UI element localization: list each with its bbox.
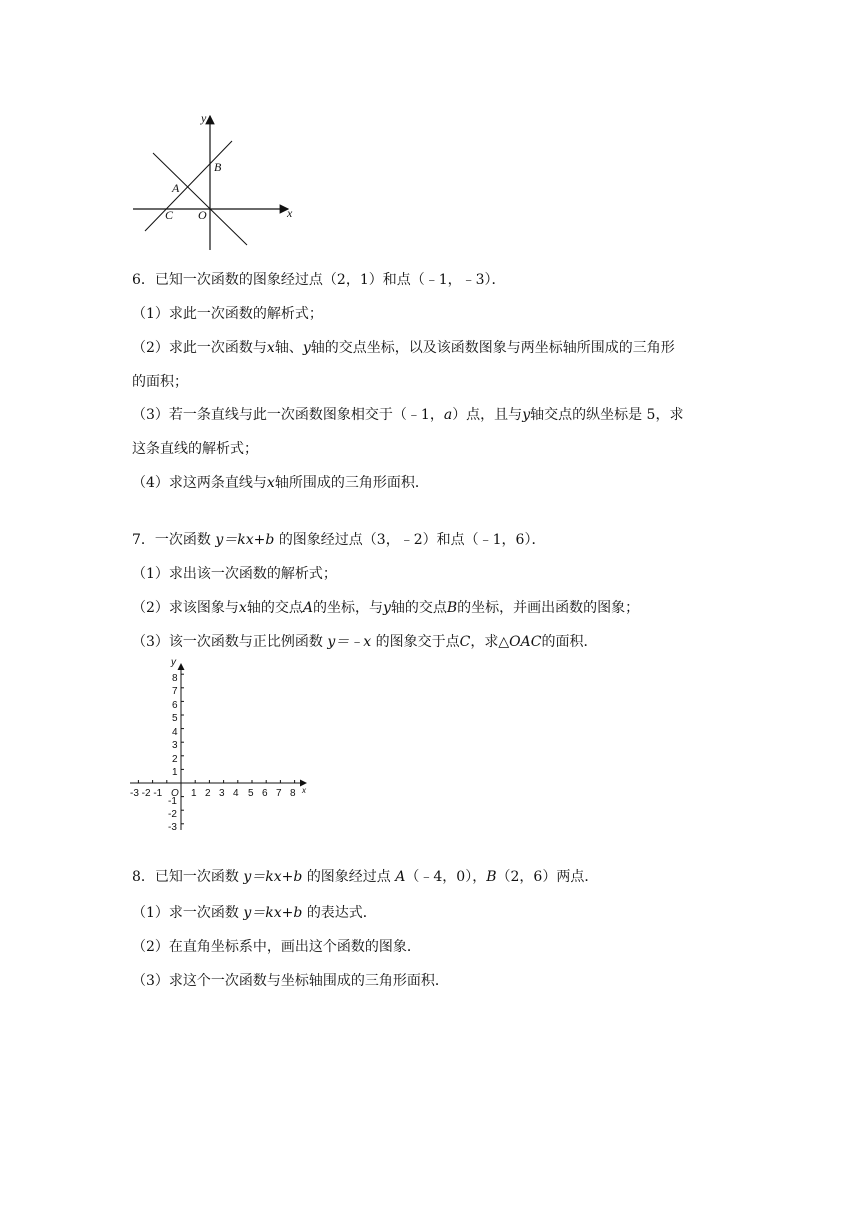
- q6-part3-cont: 这条直线的解析式；: [132, 441, 258, 457]
- grid-y-tick-1: 1: [172, 767, 178, 778]
- q7-part1: （1）求出该一次函数的解析式；: [132, 566, 337, 582]
- grid-y-label: y: [171, 657, 176, 668]
- q6-part1: （1）求此一次函数的解析式；: [132, 306, 323, 322]
- q8-part3: （3）求这个一次函数与坐标轴围成的三角形面积．: [132, 973, 449, 989]
- q6-part3: （3）若一条直线与此一次函数图象相交于（﹣1，a）点，且与y轴交点的纵坐标是 5，求: [132, 407, 684, 423]
- grid-x-tick-6: 6: [262, 788, 268, 799]
- grid-x-ticks-negative: -3 -2 -1: [130, 788, 163, 799]
- grid-x-tick-2: 2: [205, 788, 211, 799]
- fig1-point-c: C: [165, 208, 174, 222]
- grid-y-tick-7: 7: [172, 686, 178, 697]
- grid-y-tick-neg3: -3: [168, 822, 177, 833]
- grid-y-tick-3: 3: [172, 740, 178, 751]
- grid-y-tick-8: 8: [172, 673, 178, 684]
- fig1-y-label: y: [201, 111, 207, 125]
- grid-y-tick-neg1: -1: [168, 796, 177, 807]
- q7-part3: （3）该一次函数与正比例函数 y＝﹣x 的图象交于点C，求△OAC的面积．: [132, 634, 598, 650]
- fig1-x-label: x: [287, 206, 293, 220]
- q7-stem: 7．一次函数 y＝kx+b 的图象经过点（3，﹣2）和点（﹣1，6）．: [132, 532, 546, 548]
- grid-y-tick-4: 4: [172, 727, 178, 738]
- q6-part2-cont: 的面积；: [132, 374, 188, 390]
- grid-y-tick-6: 6: [172, 700, 178, 711]
- fig1-point-b: B: [214, 160, 222, 174]
- q6-part2: （2）求此一次函数与x轴、y轴的交点坐标，以及该函数图象与两坐标轴所围成的三角形: [132, 340, 675, 356]
- grid-x-tick-5: 5: [248, 788, 254, 799]
- q6-part4: （4）求这两条直线与x轴所围成的三角形面积．: [132, 475, 429, 491]
- q8-part2: （2）在直角坐标系中，画出这个函数的图象．: [132, 939, 421, 955]
- grid-x-tick-4: 4: [233, 788, 239, 799]
- q8-part1: （1）求一次函数 y＝kx+b 的表达式．: [132, 905, 377, 921]
- grid-x-tick-7: 7: [276, 788, 282, 799]
- q7-part2: （2）求该图象与x轴的交点A的坐标，与y轴的交点B的坐标，并画出函数的图象；: [132, 600, 640, 616]
- grid-x-tick-8: 8: [290, 788, 296, 799]
- grid-x-tick-1: 1: [191, 788, 197, 799]
- fig1-point-a: A: [172, 181, 180, 195]
- grid-origin-label: O: [171, 788, 179, 799]
- grid-x-tick-3: 3: [219, 788, 225, 799]
- grid-x-label: x: [302, 786, 306, 795]
- grid-y-tick-neg2: -2: [168, 809, 177, 820]
- q8-stem: 8．已知一次函数 y＝kx+b 的图象经过点 A（﹣4，0），B（2，6）两点．: [132, 869, 599, 885]
- grid-y-tick-5: 5: [172, 713, 178, 724]
- fig1-point-o: O: [198, 208, 207, 222]
- q6-stem: 6．已知一次函数的图象经过点（2，1）和点（﹣1，﹣3）．: [132, 272, 506, 288]
- grid-y-tick-2: 2: [172, 754, 178, 765]
